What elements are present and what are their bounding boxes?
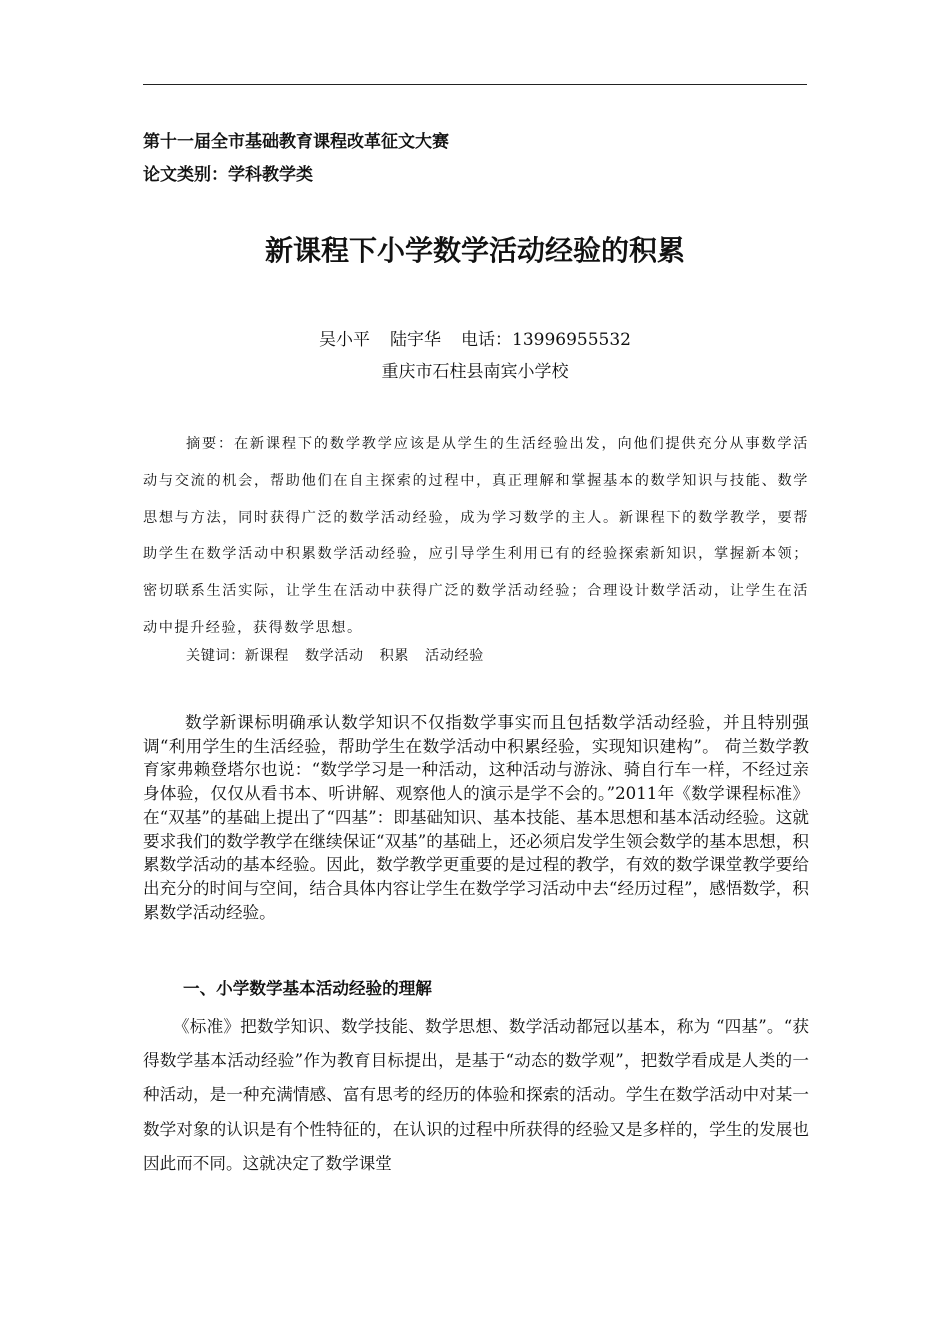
keyword: 积累: [379, 648, 409, 664]
body-paragraph: 数学新课标明确承认数学知识不仅指数学事实而且包括数学活动经验，并且特别强调“利用学生的生活经验，帮助学生在数学活动中积累经验，实现知识建构”。 荷兰数学教育家弗赖登塔尔也说：“数学学习是一种活动，这种活动与游泳、骑自行车一样，不经过亲身体验，仅仅从看书本、听讲解、观察他人的演示是学不会的。”2011年《数学课程标准》在“双基”的基础上提出了“四基”：即基础知识、基本技能、基本思想和基本活动经验。这就要求我们的数学教学在继续保证“双基”的基础上，还必须启发学生领会数学的基本思想，积累数学活动的基本经验。因此，数学教学更重要的是过程的教学，有效的数学课堂教学要给出充分的时间与空间，结合具体内容让学生在数学学习活动中去“经历过程”，感悟数学，积累数学活动经验。: [143, 713, 809, 922]
keyword: 数学活动: [304, 648, 364, 664]
section-heading: 一、小学数学基本活动经验的理解: [183, 979, 432, 998]
keywords-label: 关键词：: [186, 648, 245, 664]
author-phone: 电话：13996955532: [461, 330, 631, 350]
author-line: [0, 325, 950, 350]
keywords: [186, 645, 484, 665]
body-paragraph: 《标准》把数学知识、数学技能、数学思想、数学活动都冠以基本，称为 “四基”。“获得数学基本活动经验”作为教育目标提出，是基于“动态的数学观”，把数学看成是人类的一种活动，是一种充满情感、富有思考的经历的体验和探索的活动。学生在数学活动中对某一数学对象的认识是有个性特征的，在认识的过程中所获得的经验又是多样的，学生的发展也因此而不同。这就决定了数学课堂: [143, 1017, 809, 1173]
abstract: 摘要：在新课程下的数学教学应该是从学生的生活经验出发，向他们提供充分从事数学活动与交流的机会，帮助他们在自主探索的过程中，真正理解和掌握基本的数学知识与技能、数学思想与方法，同时获得广泛的数学活动经验，成为学习数学的主人。新课程下的数学教学，要帮助学生在数学活动中积累数学活动经验，应引导学生利用已有的经验探索新知识，掌握新本领；密切联系生活实际，让学生在活动中获得广泛的数学活动经验；合理设计数学活动，让学生在活动中提升经验，获得数学思想。: [143, 436, 809, 636]
header-rule: [143, 84, 807, 85]
paper-title: 新课程下小学数学活动经验的积累: [264, 234, 685, 267]
contest-name: 第十一届全市基础教育课程改革征文大赛: [143, 132, 449, 152]
keyword: 活动经验: [425, 648, 484, 664]
paper-category: 论文类别：学科教学类: [143, 165, 313, 185]
keyword: 新课程: [244, 648, 289, 664]
author-name: 陆宇华: [390, 330, 441, 350]
school-name: 重庆市石柱县南宾小学校: [381, 362, 569, 382]
author-name: 吴小平: [319, 330, 370, 350]
